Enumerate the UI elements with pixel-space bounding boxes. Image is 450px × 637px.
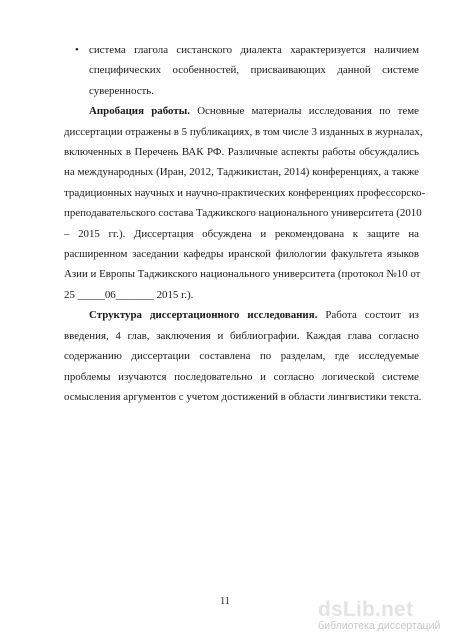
structure-heading: Структура диссертационного исследования. — [89, 309, 318, 322]
bullet-line-1: система глагола систанского диалекта характеризуется наличием — [89, 44, 419, 56]
approbation-heading: Апробация работы. — [89, 105, 190, 118]
approbation-paragraph — [64, 101, 426, 305]
structure-first-line — [64, 305, 419, 325]
page-content — [64, 40, 426, 407]
approbation-line: на международных (Иран, 2012, Таджикистан, 2014) конференциях, а также — [64, 166, 419, 179]
watermark-logo: dsLib.net — [318, 598, 414, 621]
approbation-line: диссертации отражены в 5 публикациях, в том числе 3 изданных в журналах, — [64, 125, 423, 138]
structure-line: введения, 4 глав, заключения и библиографии. Каждая глава согласно — [64, 329, 419, 342]
approbation-line: включенных в Перечень ВАК РФ. Различные аспекты работы обсуждались — [64, 146, 419, 159]
approbation-line: расширенном заседании кафедры иранской филологии факультета языков — [64, 248, 419, 261]
bullet-icon: • — [75, 44, 79, 56]
structure-line: осмысления аргументов с учетом достижений в области лингвистики текста. — [64, 390, 422, 403]
approbation-line: 25 _____06_______ 2015 г.). — [64, 288, 194, 301]
approbation-first-line — [64, 101, 419, 121]
bullet-line-2: специфических особенностей, присваивающих данной системе — [89, 64, 419, 77]
watermark-subtitle: библиотека диссертаций — [318, 620, 441, 632]
approbation-line: традиционных научных и научно-практических конференциях профессорско- — [64, 186, 426, 199]
approbation-line: – 2015 гг.). Диссертация обсуждена и рекомендована к защите на — [64, 227, 419, 240]
bullet-line-3: суверенность. — [89, 84, 154, 97]
approbation-line: Азии и Европы Таджикского национального университета (протокол №10 от — [64, 268, 421, 281]
bullet-list-item — [64, 40, 419, 101]
structure-line: содержанию диссертации составлена по разделам, где исследуемые — [64, 350, 419, 363]
approbation-line: преподавательского состава Таджикского национального университета (2010 — [64, 207, 422, 220]
structure-first-line-text: Работа состоит из — [317, 309, 419, 322]
structure-paragraph — [64, 305, 422, 407]
watermark — [318, 600, 444, 633]
page-number: 11 — [220, 596, 230, 607]
structure-line: проблемы изучаются последовательно и согласно логической системе — [64, 370, 419, 383]
approbation-first-line-text: Основные материалы исследования по теме — [189, 105, 419, 118]
